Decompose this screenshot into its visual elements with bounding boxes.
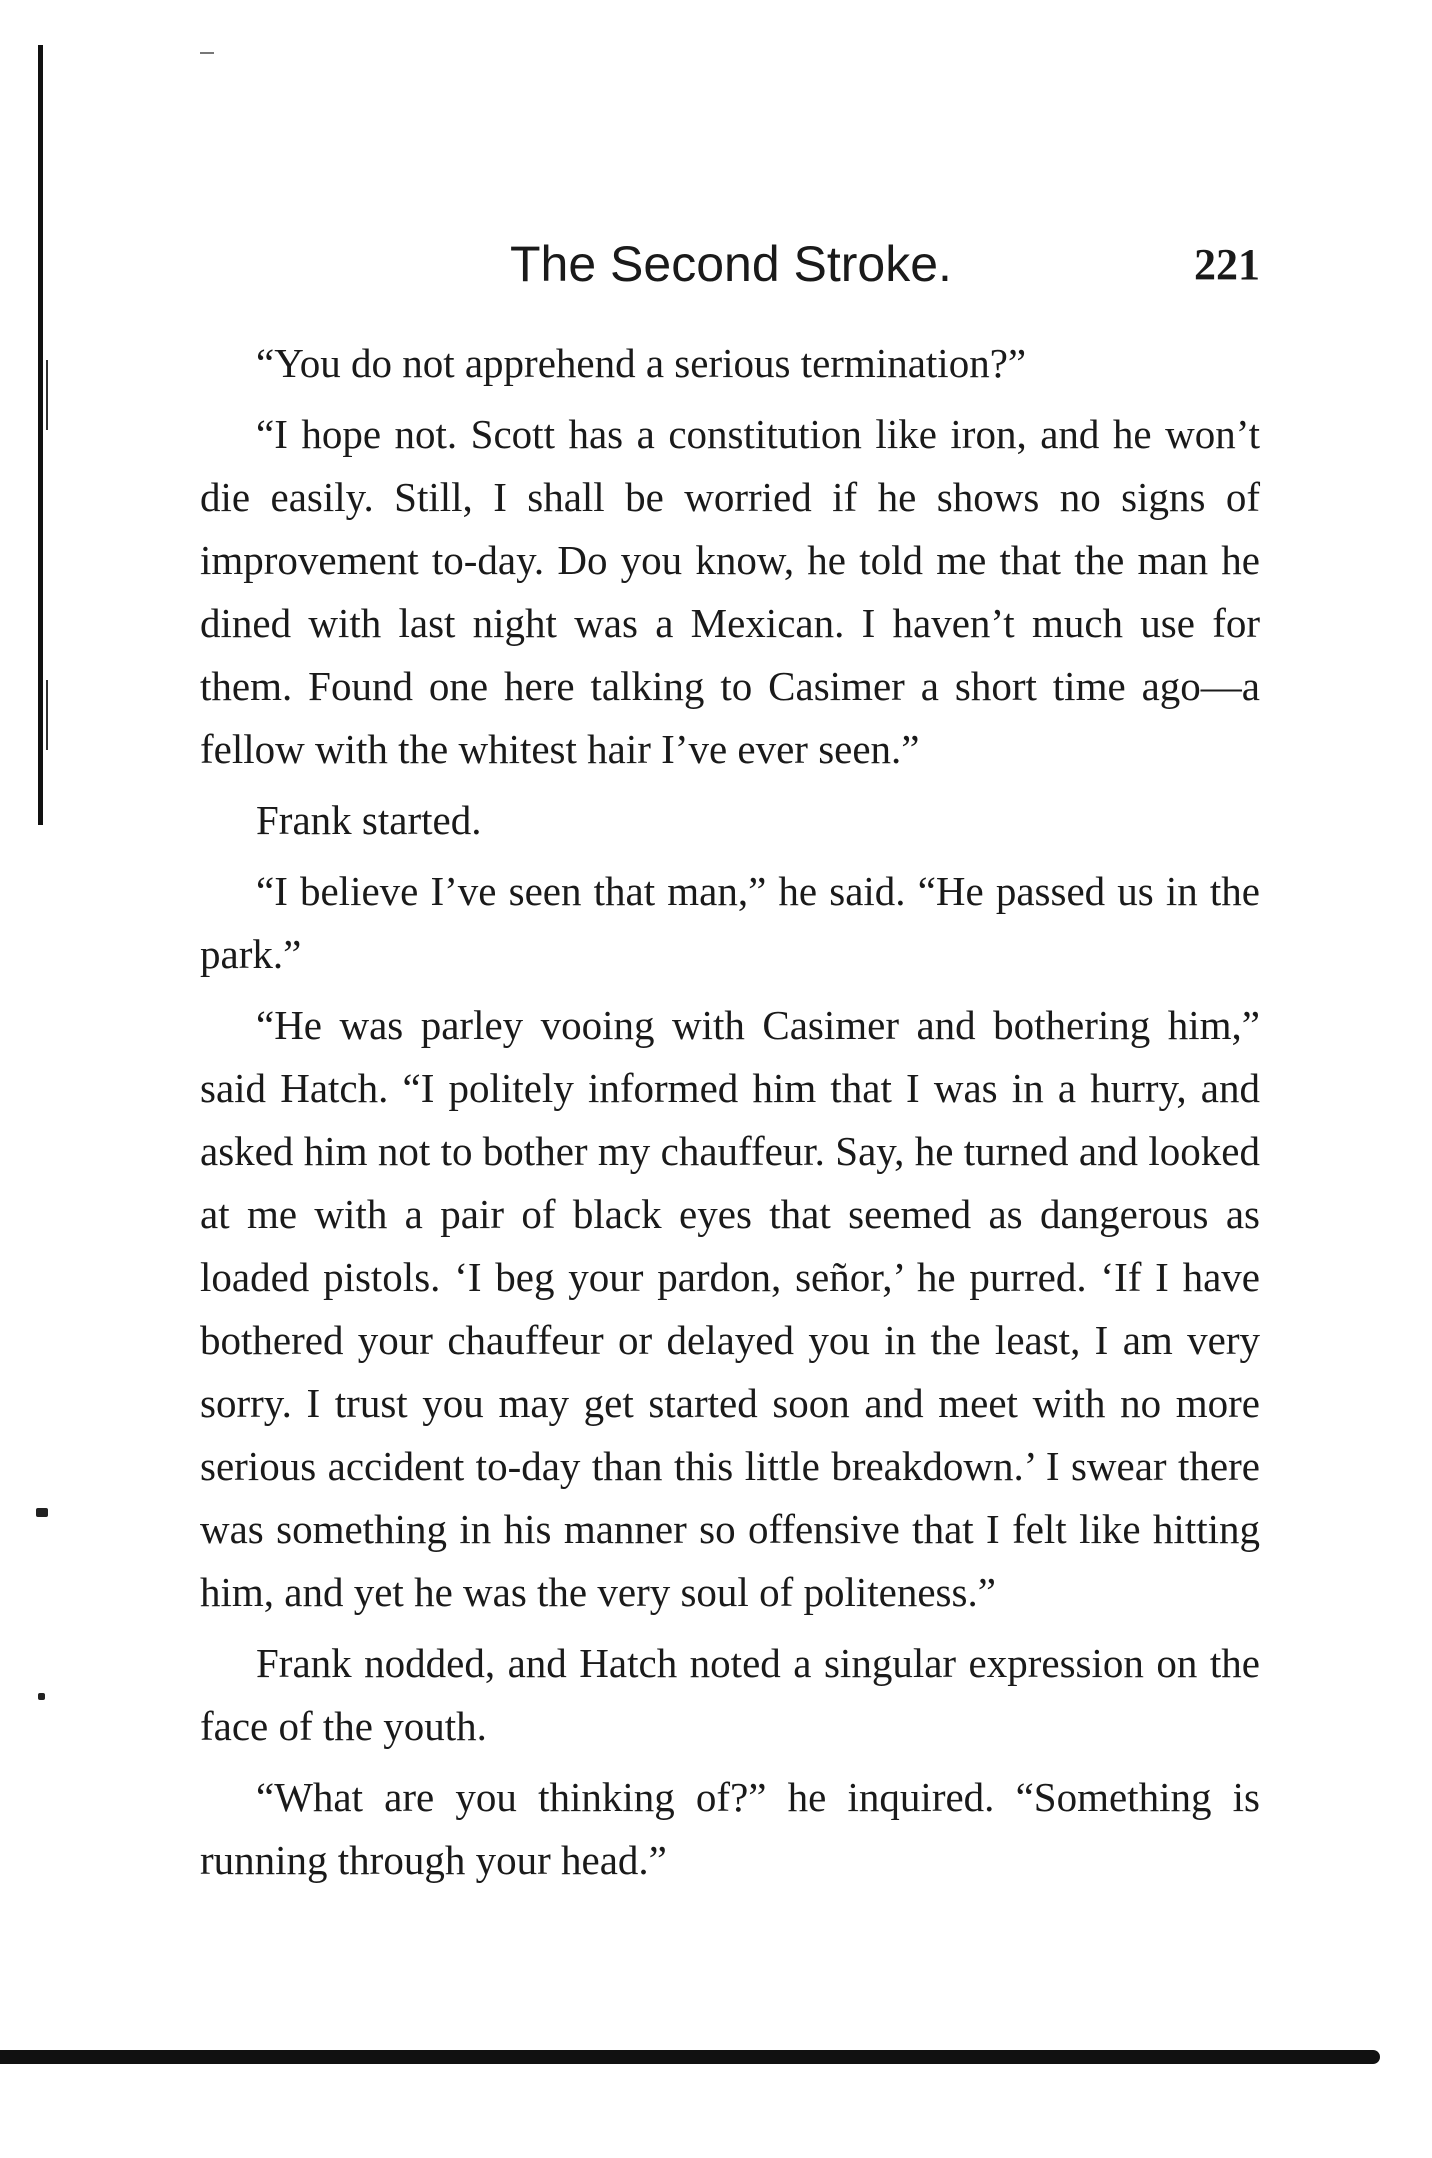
margin-speck bbox=[36, 1508, 48, 1517]
paragraph: “You do not apprehend a serious termination?” bbox=[256, 340, 1027, 386]
binding-edge-line bbox=[38, 45, 43, 825]
bottom-rule bbox=[0, 2050, 1380, 2064]
body-text bbox=[200, 332, 1260, 1900]
paragraph: Frank started. bbox=[256, 797, 482, 843]
paragraph: “He was parley vooing with Casimer and bothering him,” said Hatch. “I politely informed him that I was in a hurry, and asked him not to bother my chauffeur. Say, he turned and looked at me with a pair of black eyes that seemed as dangerous as loaded pistols. ‘I beg your pardon, señor,’ he purred. ‘If I have bothered your chauffeur or delayed you in the least, I am very sorry. I trust you may get started soon and meet with no more serious accident to-day than this little breakdown.’ I swear there was something in his manner so offensive that I felt like hitting him, and yet he was the very soul of politeness.” bbox=[200, 1002, 1260, 1615]
paragraph: “What are you thinking of?” he inquired. “Something is running through your head.” bbox=[200, 1774, 1260, 1883]
top-margin-mark bbox=[200, 52, 214, 54]
page-number: 221 bbox=[1194, 240, 1260, 289]
paragraph: “I believe I’ve seen that man,” he said. “He passed us in the park.” bbox=[200, 868, 1260, 977]
running-title: The Second Stroke. bbox=[510, 236, 952, 292]
paragraph: Frank nodded, and Hatch noted a singular expression on the face of the youth. bbox=[200, 1640, 1260, 1749]
binding-tick-mark bbox=[46, 680, 48, 750]
running-header bbox=[200, 235, 1260, 315]
margin-speck bbox=[38, 1693, 45, 1700]
paragraph: “I hope not. Scott has a constitution like iron, and he won’t die easily. Still, I shall be worried if he shows no signs of improvement to-day. Do you know, he told me that the man he dined with last night was a Mexican. I haven’t much use for them. Found one here talking to Casimer a short time ago—a fellow with the whitest hair I’ve ever seen.” bbox=[200, 411, 1260, 772]
binding-tick-mark bbox=[46, 360, 48, 430]
